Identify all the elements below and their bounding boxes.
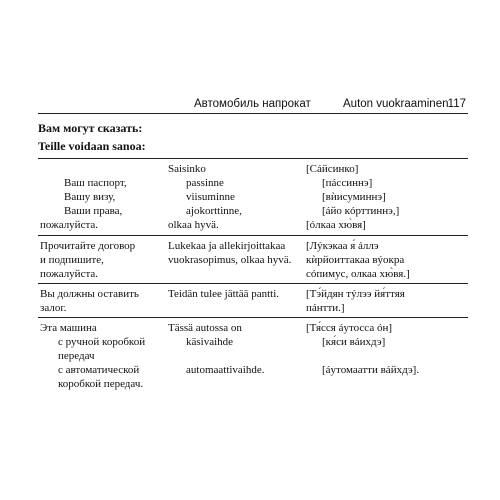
- phrase-line: пáнтти.]: [306, 302, 345, 314]
- phrase-line: Teidän tulee jättää pantti.: [168, 288, 280, 300]
- phrase-line: automaattivaihde.: [186, 364, 265, 376]
- phrase-line: Tässä autossa on: [168, 322, 242, 334]
- page-number: 117: [447, 98, 466, 110]
- phrase-line: [168, 349, 303, 363]
- finnish-cell: [168, 321, 303, 377]
- phrase-line: [óлкаа хю̀вя]: [306, 219, 366, 231]
- transcription-cell: [306, 162, 468, 232]
- phrase-line: передач: [58, 350, 95, 362]
- phrase-line: [Тя́сся áутосса óн]: [306, 322, 392, 334]
- table-row: [38, 317, 468, 394]
- phrase-line: Вы должны оставить: [40, 288, 139, 300]
- table-row: [38, 283, 468, 317]
- transcription-cell: [306, 321, 468, 377]
- phrase-line: Прочитайте договор: [40, 240, 136, 252]
- heading-ru: Вам могут сказать:: [38, 121, 143, 135]
- table-row: [38, 158, 468, 235]
- phrase-line: ajokorttinne,: [186, 205, 242, 217]
- russian-cell: [40, 239, 160, 281]
- phrase-line: passinne: [186, 177, 224, 189]
- phrase-line: и подпишите,: [40, 254, 104, 266]
- russian-cell: [40, 176, 160, 232]
- phrase-line: Lukekaa ja allekirjoittakaa: [168, 240, 286, 252]
- transcription-cell: [306, 287, 468, 315]
- phrase-line: [306, 349, 468, 363]
- phrase-line: с ручной коробкой: [58, 336, 146, 348]
- phrase-line: с автоматической: [58, 364, 140, 376]
- phrase-table: [38, 158, 468, 394]
- finnish-cell: [168, 162, 303, 232]
- phrase-line: коробкой передач.: [58, 378, 144, 390]
- finnish-cell: [168, 239, 303, 267]
- phrase-line: [Тэ́йдян тýлээ йя́ттяя: [306, 288, 405, 300]
- header-title-fi: Auton vuokraaminen: [343, 98, 449, 110]
- phrase-line: залог.: [40, 302, 67, 314]
- phrase-line: [кя́си вáихдэ]: [322, 336, 386, 348]
- phrase-line: [пáссиннэ]: [322, 177, 373, 189]
- phrase-line: [вѝисуминнэ]: [322, 191, 386, 203]
- phrase-line: [áутомаатти вáйхдэ].: [322, 364, 420, 376]
- phrase-line: пожалуйста.: [40, 219, 99, 231]
- phrase-line: Saisinko: [168, 163, 206, 175]
- heading-fi: Teille voidaan sanoa:: [38, 139, 146, 153]
- phrase-line: vuokrasopimus, olkaa hyvä.: [168, 254, 292, 266]
- table-row: [38, 235, 468, 283]
- phrase-line: Эта машина: [40, 322, 97, 334]
- finnish-cell: [168, 287, 303, 301]
- phrase-line: [áйо кóрттиннэ,]: [322, 205, 400, 217]
- page-header: [38, 97, 468, 114]
- phrase-line: Ваш паспорт,: [64, 177, 127, 189]
- phrase-line: [Лýкэкаа я́ áллэ: [306, 240, 379, 252]
- phrase-line: Ваши права,: [64, 205, 123, 217]
- phrase-line: сóпимус, олкаа хю̀вя.]: [306, 268, 410, 280]
- russian-cell: [40, 287, 160, 315]
- phrase-line: viisuminne: [186, 191, 235, 203]
- phrase-line: Вашу визу,: [64, 191, 116, 203]
- russian-cell: [40, 321, 160, 391]
- phrase-line: käsivaihde: [186, 336, 234, 348]
- phrase-line: [Сáйсинко]: [306, 163, 359, 175]
- phrase-line: пожалуйста.: [40, 268, 99, 280]
- phrase-line: кѝрйоиттакаа вýокра: [306, 254, 405, 266]
- phrase-line: olkaa hyvä.: [168, 219, 219, 231]
- header-title-ru: Автомобиль напрокат: [194, 98, 311, 110]
- transcription-cell: [306, 239, 468, 281]
